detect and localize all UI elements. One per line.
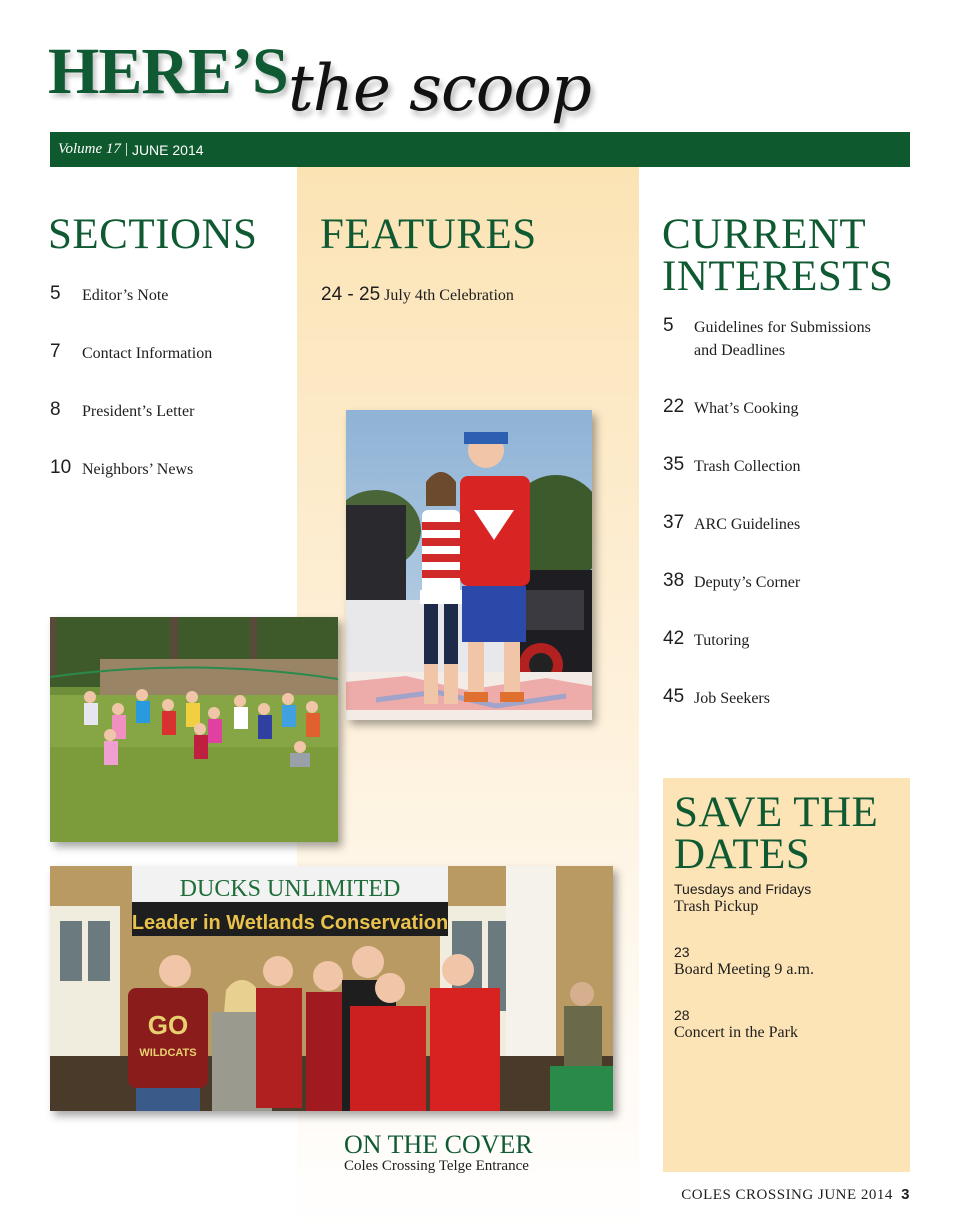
toc-page-number: 35: [663, 454, 685, 475]
toc-entry-title[interactable]: Deputy’s Corner: [694, 574, 801, 591]
toc-entry-title[interactable]: ARC Guidelines: [694, 516, 801, 533]
photo-kids-on-truck: [346, 410, 592, 720]
event-what: Concert in the Park: [674, 1024, 798, 1041]
page-footer: [681, 1186, 910, 1204]
toc-page-number: 45: [663, 686, 685, 707]
features-heading: FEATURES: [320, 211, 537, 258]
toc-entry-title[interactable]: What’s Cooking: [694, 400, 799, 417]
toc-page-number: 38: [663, 570, 685, 591]
shirt-text-go: GO: [147, 1010, 189, 1040]
cover-banner-line1: DUCKS UNLIMITED: [179, 876, 401, 902]
current-interests-heading: [662, 211, 894, 300]
toc-entry-title[interactable]: Contact Information: [82, 345, 213, 362]
current-interests-heading-line2: INTERESTS: [662, 253, 894, 300]
footer-issue: JUNE 2014: [817, 1187, 893, 1203]
toc-page-number: 5: [50, 283, 61, 304]
toc-page-number: 42: [663, 628, 685, 649]
banner-separator: |: [124, 141, 128, 157]
volume-banner: [50, 132, 910, 167]
volume-label: Volume 17: [58, 141, 121, 157]
toc-page-number: 7: [50, 341, 61, 362]
toc-page-number: 37: [663, 512, 685, 533]
toc-page-number: 8: [50, 399, 61, 420]
toc-entry-title[interactable]: Job Seekers: [694, 690, 770, 707]
event-what: Trash Pickup: [674, 898, 759, 915]
on-the-cover-caption: Coles Crossing Telge Entrance: [344, 1158, 529, 1174]
cover-photo-group: [50, 866, 613, 1111]
toc-entry-title-line1: Guidelines for Submissions: [694, 319, 871, 336]
on-the-cover-heading: ON THE COVER: [344, 1130, 533, 1159]
masthead-script-title: the scoop: [288, 52, 591, 126]
toc-entry-title[interactable]: President’s Letter: [82, 403, 195, 420]
toc-entry-title[interactable]: Editor’s Note: [82, 287, 169, 304]
masthead-title: HERE’S: [48, 35, 288, 108]
cover-banner-line2: Leader in Wetlands Conservation: [131, 912, 449, 934]
event-when: Tuesdays and Fridays: [674, 881, 812, 897]
toc-entry-title-line2: and Deadlines: [694, 342, 786, 359]
toc-page-number: 10: [50, 457, 72, 478]
event-what: Board Meeting 9 a.m.: [674, 961, 814, 978]
toc-entry-title[interactable]: Tutoring: [694, 632, 750, 649]
toc-entry-title[interactable]: Neighbors’ News: [82, 461, 194, 478]
save-the-dates-heading-line2: DATES: [674, 831, 811, 878]
footer-publication: COLES CROSSING: [681, 1187, 814, 1203]
save-the-dates-heading: [674, 789, 879, 878]
footer-page-number: 3: [901, 1186, 910, 1203]
event-when: 23: [674, 944, 690, 960]
current-interests-heading-line1: CURRENT: [662, 211, 867, 258]
toc-page-number: 22: [663, 396, 685, 417]
issue-date: JUNE 2014: [131, 141, 204, 158]
feature-title: July 4th Celebration: [384, 287, 514, 304]
toc-page-number: 5: [663, 315, 674, 336]
event-when: 28: [674, 1007, 690, 1023]
feature-page-range: 24 - 25: [321, 284, 381, 305]
save-the-dates-heading-line1: SAVE THE: [674, 789, 879, 836]
toc-entry-title[interactable]: [694, 316, 871, 362]
sections-heading: SECTIONS: [48, 211, 258, 258]
toc-entry-title[interactable]: Trash Collection: [694, 458, 801, 475]
feature-entry[interactable]: [321, 284, 514, 306]
photo-kids-field-game: [50, 617, 338, 842]
shirt-text-wildcats: WILDCATS: [139, 1047, 197, 1059]
